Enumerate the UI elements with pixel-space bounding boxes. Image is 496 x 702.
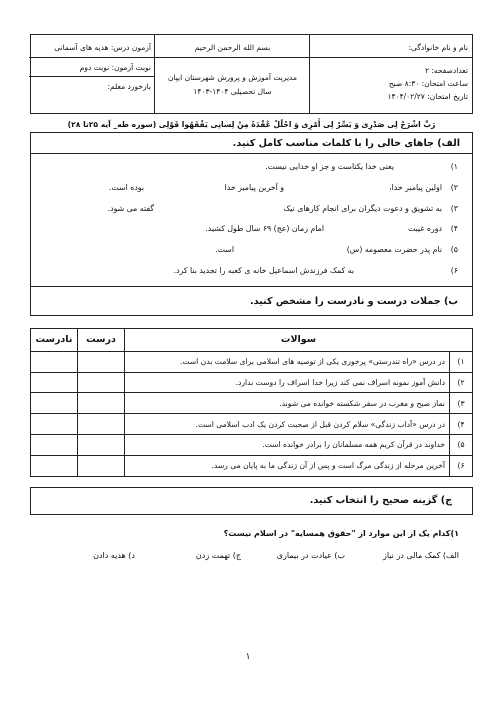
table-row: ۲) دانش آموز نمونه اسراف نمی کند زیرا خدا اسراف را دوست ندارد.: [31, 372, 473, 393]
section-c-title: ج) گزینه صحیح را انتخاب کنید.: [30, 487, 473, 515]
true-answer-cell[interactable]: [78, 351, 125, 372]
student-name-label: نام و نام خانوادگی:: [408, 43, 468, 52]
false-answer-cell[interactable]: [31, 393, 78, 414]
school-year: سال تحصیلی ۱۴۰۴-۱۴۰۳: [193, 87, 272, 96]
table-row: ۶) آخرین مرحله از زندگی مرگ است و پس از آن زندگی ما به پایان می رسد.: [31, 455, 473, 476]
blank-question: ۱) یعنی خدا یکتاست و جز او خدایی نیست.: [265, 162, 458, 171]
basmala: بسم الله الرحمن الرحیم: [194, 43, 271, 52]
page-count: تعدادصفحه: ۲: [424, 66, 468, 75]
section-fill-in-the-blanks: [30, 132, 473, 287]
teacher-feedback-label: بازخورد معلم:: [107, 82, 151, 91]
table-header-row: [31, 328, 473, 351]
blank-question: ۴) دوره غیبت امام زمان (عج) ۶۹ سال طول کشید.: [205, 224, 458, 234]
column-header-false: نادرست: [31, 328, 78, 351]
blank-question: ۵) نام پدر حضرت معصومه (س) است.: [215, 245, 458, 255]
table-row: ۵) خداوند در قرآن کریم همه مسلمانان را برادر خوانده است.: [31, 434, 473, 455]
course-subject: آزمون درس: هدیه های آسمانی: [54, 43, 151, 52]
student-info-column: [309, 35, 472, 113]
true-answer-cell[interactable]: [78, 455, 125, 476]
quran-verse: رَبِّ اشْرَحْ لِی صَدْرِی وَ یَسِّرْ لِی أَمْرِی وَ احْلُلْ عُقْدَةً مِنْ لِسانِی یَفْقَهُوا قَوْلِی (سوره طه_ آیه ۲۵تا ۲۸): [67, 120, 436, 129]
blank-question: ۲) اولین پیامبر خدا، و آخرین پیامبر خدا بوده است.: [108, 182, 458, 192]
column-header-questions: سوالات: [125, 328, 473, 351]
blank-question-list: [31, 154, 472, 286]
exam-header: [30, 34, 473, 114]
false-answer-cell[interactable]: [31, 455, 78, 476]
exam-page: [30, 34, 473, 575]
section-b-title: ب) جملات درست و نادرست را مشخص کنید.: [30, 287, 473, 316]
exam-turn: نوبت آزمون: نوبت دوم: [79, 63, 151, 72]
question-stem: ۱)کدام یک از این موارد از "حقوق همسایه" در اسلام نیست؟: [223, 528, 459, 538]
exam-time: ساعت امتحان: ۸:۳۰ صبح: [388, 79, 468, 88]
true-answer-cell[interactable]: [78, 414, 125, 435]
education-office: مدیریت آموزش و پرورش شهرستان ایپان: [168, 73, 297, 82]
option-c[interactable]: ج) تهمت زدن: [195, 550, 241, 560]
option-b[interactable]: ب) عیادت در بیماری: [276, 550, 345, 560]
blank-question: ۶) به کمک فرزندش اسماعیل خانه ی کعبه را تجدید بنا کرد.: [173, 265, 458, 275]
column-header-true: درست: [78, 328, 125, 351]
course-info-column: [29, 35, 155, 113]
multiple-choice-question: [30, 515, 473, 575]
table-row: ۳) نماز صبح و مغرب در سفر شکسته خوانده می شوند.: [31, 393, 473, 414]
section-a-title: الف) جاهای خالی را با کلمات مناسب کامل کنید.: [31, 133, 472, 154]
true-answer-cell[interactable]: [78, 393, 125, 414]
false-answer-cell[interactable]: [31, 351, 78, 372]
true-answer-cell[interactable]: [78, 372, 125, 393]
false-answer-cell[interactable]: [31, 434, 78, 455]
table-row: ۴) در درس «آداب زندگی» سلام کردن قبل از صحبت کردن یک ادب اسلامی است.: [31, 414, 473, 435]
exam-date: تاریخ امتحان: ۱۴۰۴/۰۲/۲۷: [387, 92, 468, 101]
option-a[interactable]: الف) کمک مالی در نیاز: [382, 550, 459, 560]
school-info-column: [154, 35, 310, 113]
table-row: ۱) در درس «راه تندرستی» پرخوری یکی از توصیه های اسلامی برای سلامت بدن است.: [31, 351, 473, 372]
true-answer-cell[interactable]: [78, 434, 125, 455]
page-number: ۱: [245, 652, 251, 662]
true-false-table: [30, 328, 473, 477]
false-answer-cell[interactable]: [31, 414, 78, 435]
false-answer-cell[interactable]: [31, 372, 78, 393]
option-d[interactable]: د) هدیه دادن: [93, 550, 135, 560]
blank-question: ۳) به تشویق و دعوت دیگران برای انجام کارهای نیک گفته می شود.: [107, 203, 458, 213]
